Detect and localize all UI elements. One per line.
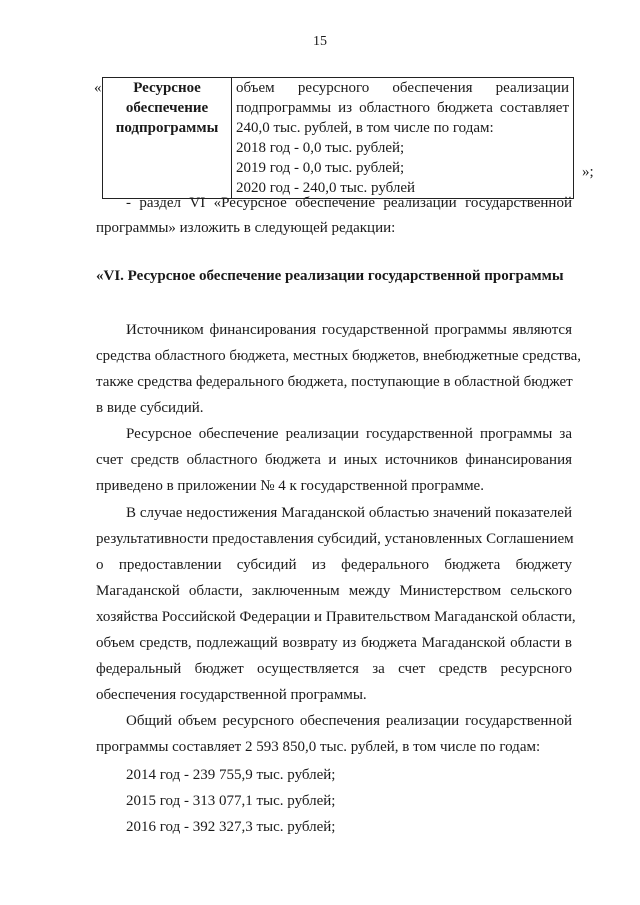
table-close-quote: »; — [582, 164, 594, 180]
resource-label-cell — [103, 78, 232, 199]
year-list-item: 2016 год - 392 327,3 тыс. рублей; — [126, 819, 336, 835]
paragraph-line: в виде субсидий. — [96, 400, 204, 416]
paragraph-line: Ресурсное обеспечение реализации государственной программы за — [126, 426, 572, 442]
paragraph-line: средства областного бюджета, местных бюджетов, внебюджетные средства, — [96, 348, 582, 364]
value-line: 240,0 тыс. рублей, в том числе по годам: — [236, 120, 494, 136]
paragraph-line: Магаданской области, заключенным между Министерством сельского — [96, 583, 572, 599]
label-line: Ресурсное — [133, 80, 201, 96]
instruction-line: программы» изложить в следующей редакции: — [96, 220, 396, 236]
paragraph-line: хозяйства Российской Федерации и Правительством Магаданской области, — [96, 609, 576, 625]
page-number: 15 — [313, 34, 327, 49]
label-line: подпрограммы — [115, 120, 219, 136]
resource-table — [102, 77, 574, 199]
resource-value-cell — [232, 78, 574, 199]
paragraph-line: программы составляет 2 593 850,0 тыс. рублей, в том числе по годам: — [96, 739, 541, 755]
section-title: «VI. Ресурсное обеспечение реализации государственной программы — [96, 268, 564, 284]
value-line: 2019 год - 0,0 тыс. рублей; — [236, 160, 405, 176]
paragraph-line: В случае недостижения Магаданской областью значений показателей — [126, 505, 572, 521]
paragraph-line: федеральный бюджет осуществляется за счет средств ресурсного — [96, 661, 572, 677]
label-line: обеспечение — [125, 100, 209, 116]
value-line: объем ресурсного обеспечения реализации — [236, 80, 569, 96]
paragraph-line: о предоставлении субсидий из федерального бюджета бюджету — [96, 557, 572, 573]
year-list-item: 2015 год - 313 077,1 тыс. рублей; — [126, 793, 336, 809]
paragraph-line: результативности предоставления субсидий, установленных Соглашением — [96, 531, 574, 547]
paragraph-line: объем средств, подлежащий возврату из бюджета Магаданской области в — [96, 635, 572, 651]
paragraph-line: Общий объем ресурсного обеспечения реализации государственной — [126, 713, 572, 729]
paragraph-line: также средства федерального бюджета, поступающие в областной бюджет — [96, 374, 573, 390]
paragraph-line: счет средств областного бюджета и иных источников финансирования — [96, 452, 572, 468]
table-open-quote: « — [94, 80, 102, 96]
year-list-item: 2014 год - 239 755,9 тыс. рублей; — [126, 767, 336, 783]
instruction-line: - раздел VI «Ресурсное обеспечение реализации государственной — [126, 195, 572, 211]
paragraph-line: Источником финансирования государственной программы являются — [126, 322, 572, 338]
value-line: 2018 год - 0,0 тыс. рублей; — [236, 140, 405, 156]
value-line: подпрограммы из областного бюджета составляет — [236, 100, 569, 116]
paragraph-line: обеспечения государственной программы. — [96, 687, 367, 703]
paragraph-line: приведено в приложении № 4 к государственной программе. — [96, 478, 484, 494]
value-line: 2020 год - 240,0 тыс. рублей — [236, 180, 416, 196]
